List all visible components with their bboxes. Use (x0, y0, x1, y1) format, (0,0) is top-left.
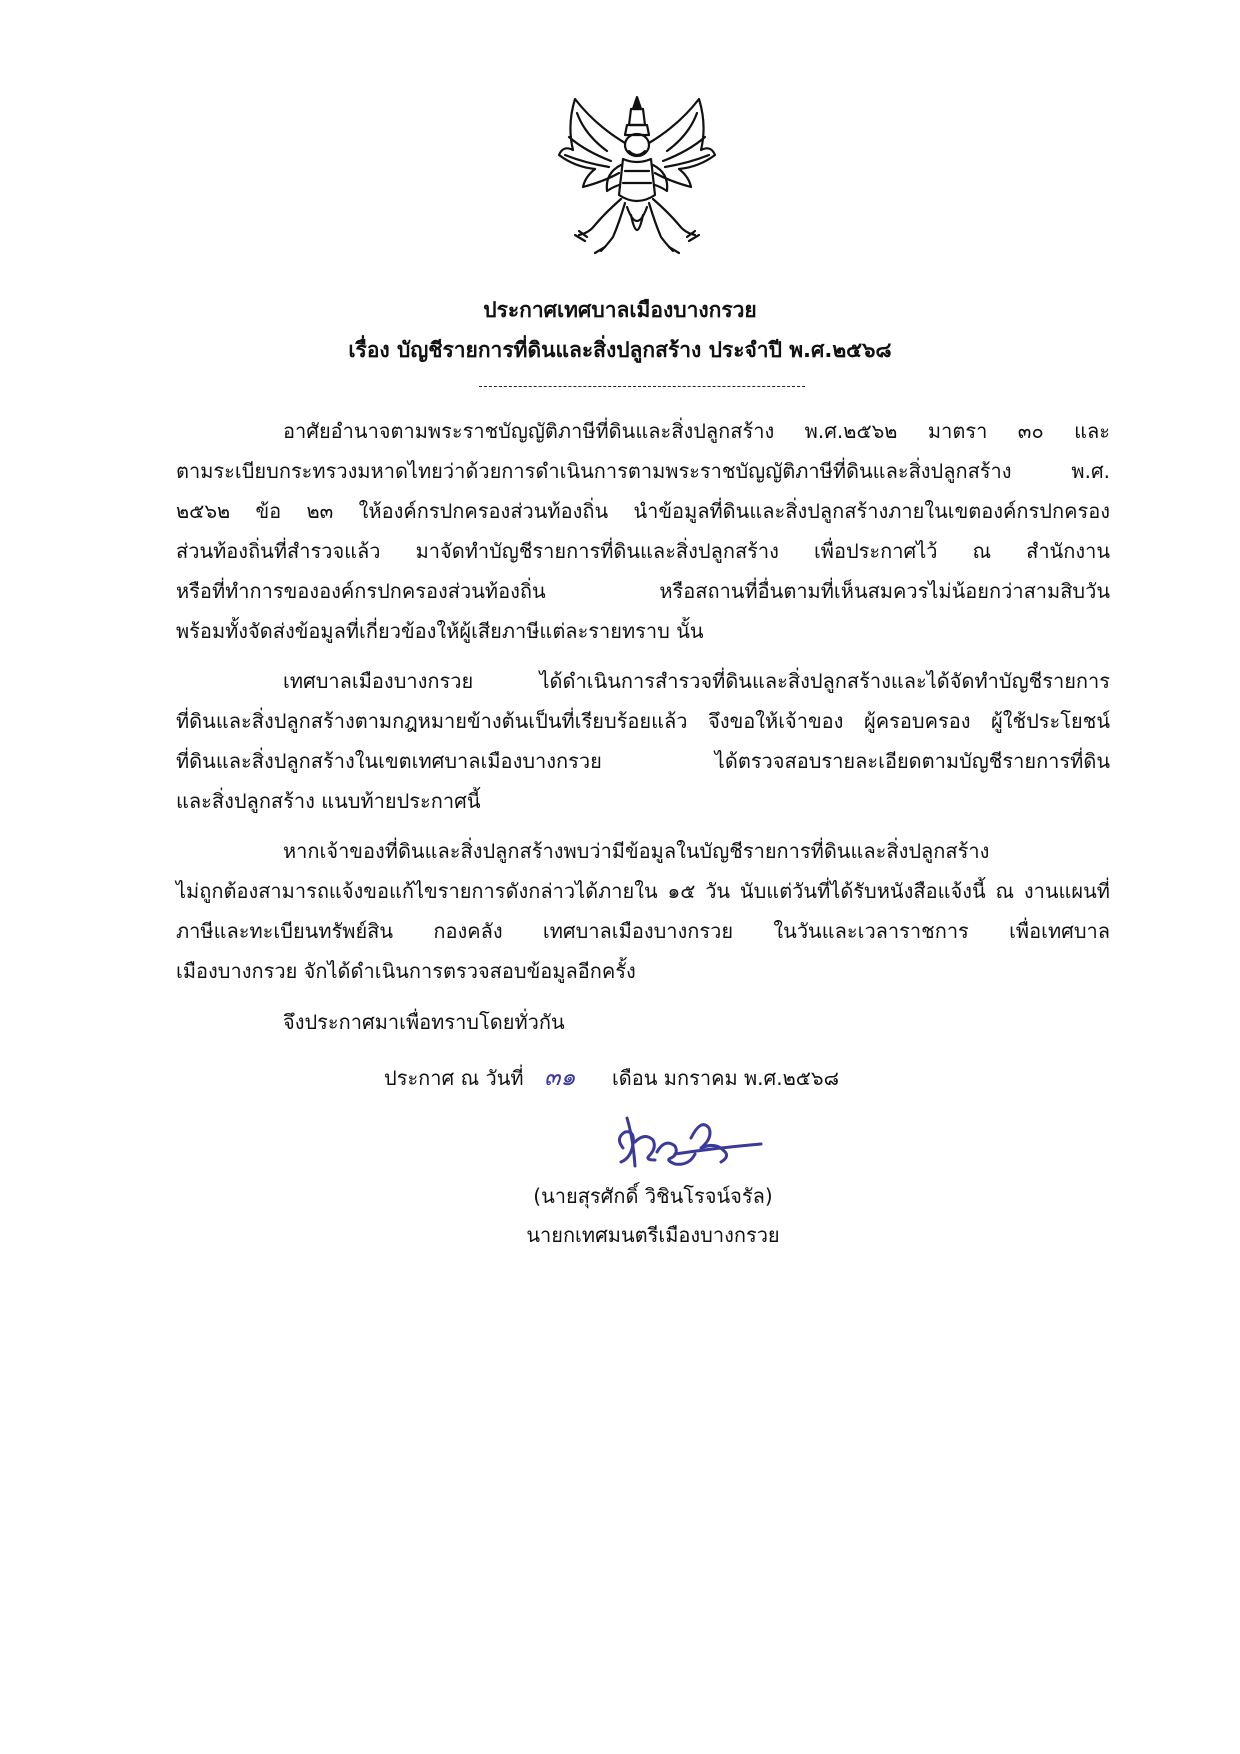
signatory-position: นายกเทศมนตรีเมืองบางกรวย (526, 1223, 780, 1247)
closing-statement: จึงประกาศมาเพื่อทราบโดยทั่วกัน (283, 1010, 565, 1034)
date-prefix: ประกาศ ณ วันที่ (384, 1066, 524, 1090)
date-month-year: เดือน มกราคม พ.ศ.๒๕๖๘ (611, 1066, 840, 1090)
paragraph-1-line-5: หรือที่ทำการขององค์กรปกครองส่วนท้องถิ่น หรือสถานที่อื่นตามที่เห็นสมควรไม่น้อยกว่าสามสิบวัน (176, 579, 1110, 603)
signatory-name: (นายสุรศักดิ์ วิชินโรจน์จรัล) (533, 1184, 773, 1208)
paragraph-1-line-2: ตามระเบียบกระทรวงมหาดไทยว่าด้วยการดำเนินการตามพระราชบัญญัติภาษีที่ดินและสิ่งปลูกสร้าง พ.ศ. (176, 459, 1110, 483)
handwritten-signature-icon (605, 1108, 765, 1180)
document-subject: เรื่อง บัญชีรายการที่ดินและสิ่งปลูกสร้าง ประจำปี พ.ศ.๒๕๖๘ (348, 338, 892, 362)
paragraph-3-line-4: เมืองบางกรวย จักได้ดำเนินการตรวจสอบข้อมูลอีกครั้ง (176, 959, 636, 983)
paragraph-2-line-2: ที่ดินและสิ่งปลูกสร้างตามกฎหมายข้างต้นเป็นที่เรียบร้อยแล้ว จึงขอให้เจ้าของ ผู้ครอบครอง ผู้ใช้ประโยชน์ (176, 709, 1110, 733)
paragraph-3-line-1: หากเจ้าของที่ดินและสิ่งปลูกสร้างพบว่ามีข้อมูลในบัญชีรายการที่ดินและสิ่งปลูกสร้าง (283, 839, 990, 863)
announcement-date (384, 1057, 839, 1096)
paragraph-3-line-3: ภาษีและทะเบียนทรัพย์สิน กองคลัง เทศบาลเมืองบางกรวย ในวันและเวลาราชการ เพื่อเทศบาล (176, 919, 1110, 943)
document-title: ประกาศเทศบาลเมืองบางกรวย (483, 298, 757, 322)
date-day-handwritten: ๓๑ (543, 1063, 576, 1091)
paragraph-1-line-6: พร้อมทั้งจัดส่งข้อมูลที่เกี่ยวข้องให้ผู้เสียภาษีแต่ละรายทราบ นั้น (176, 619, 704, 643)
paragraph-3-line-2: ไม่ถูกต้องสามารถแจ้งขอแก้ไขรายการดังกล่าวได้ภายใน ๑๕ วัน นับแต่วันที่ได้รับหนังสือแจ้งนี้ ณ งานแผนที่ (176, 879, 1110, 903)
paragraph-2-line-3: ที่ดินและสิ่งปลูกสร้างในเขตเทศบาลเมืองบางกรวย ได้ตรวจสอบรายละเอียดตามบัญชีรายการที่ดิน (176, 749, 1110, 773)
paragraph-2-line-4: และสิ่งปลูกสร้าง แนบท้ายประกาศนี้ (176, 789, 481, 813)
title-divider (479, 386, 805, 387)
paragraph-2-line-1: เทศบาลเมืองบางกรวย ได้ดำเนินการสำรวจที่ดินและสิ่งปลูกสร้างและได้จัดทำบัญชีรายการ (283, 669, 1110, 693)
paragraph-1-line-4: ส่วนท้องถิ่นที่สำรวจแล้ว มาจัดทำบัญชีรายการที่ดินและสิ่งปลูกสร้าง เพื่อประกาศไว้ ณ สำนักงาน (176, 539, 1110, 563)
paragraph-1-line-3: ๒๕๖๒ ข้อ ๒๓ ให้องค์กรปกครองส่วนท้องถิ่น นำข้อมูลที่ดินและสิ่งปลูกสร้างภายในเขตองค์กรปกครอง (176, 499, 1110, 523)
paragraph-1-line-1: อาศัยอำนาจตามพระราชบัญญัติภาษีที่ดินและสิ่งปลูกสร้าง พ.ศ.๒๕๖๒ มาตรา ๓๐ และ (283, 419, 1110, 443)
garuda-emblem-icon (555, 95, 720, 265)
